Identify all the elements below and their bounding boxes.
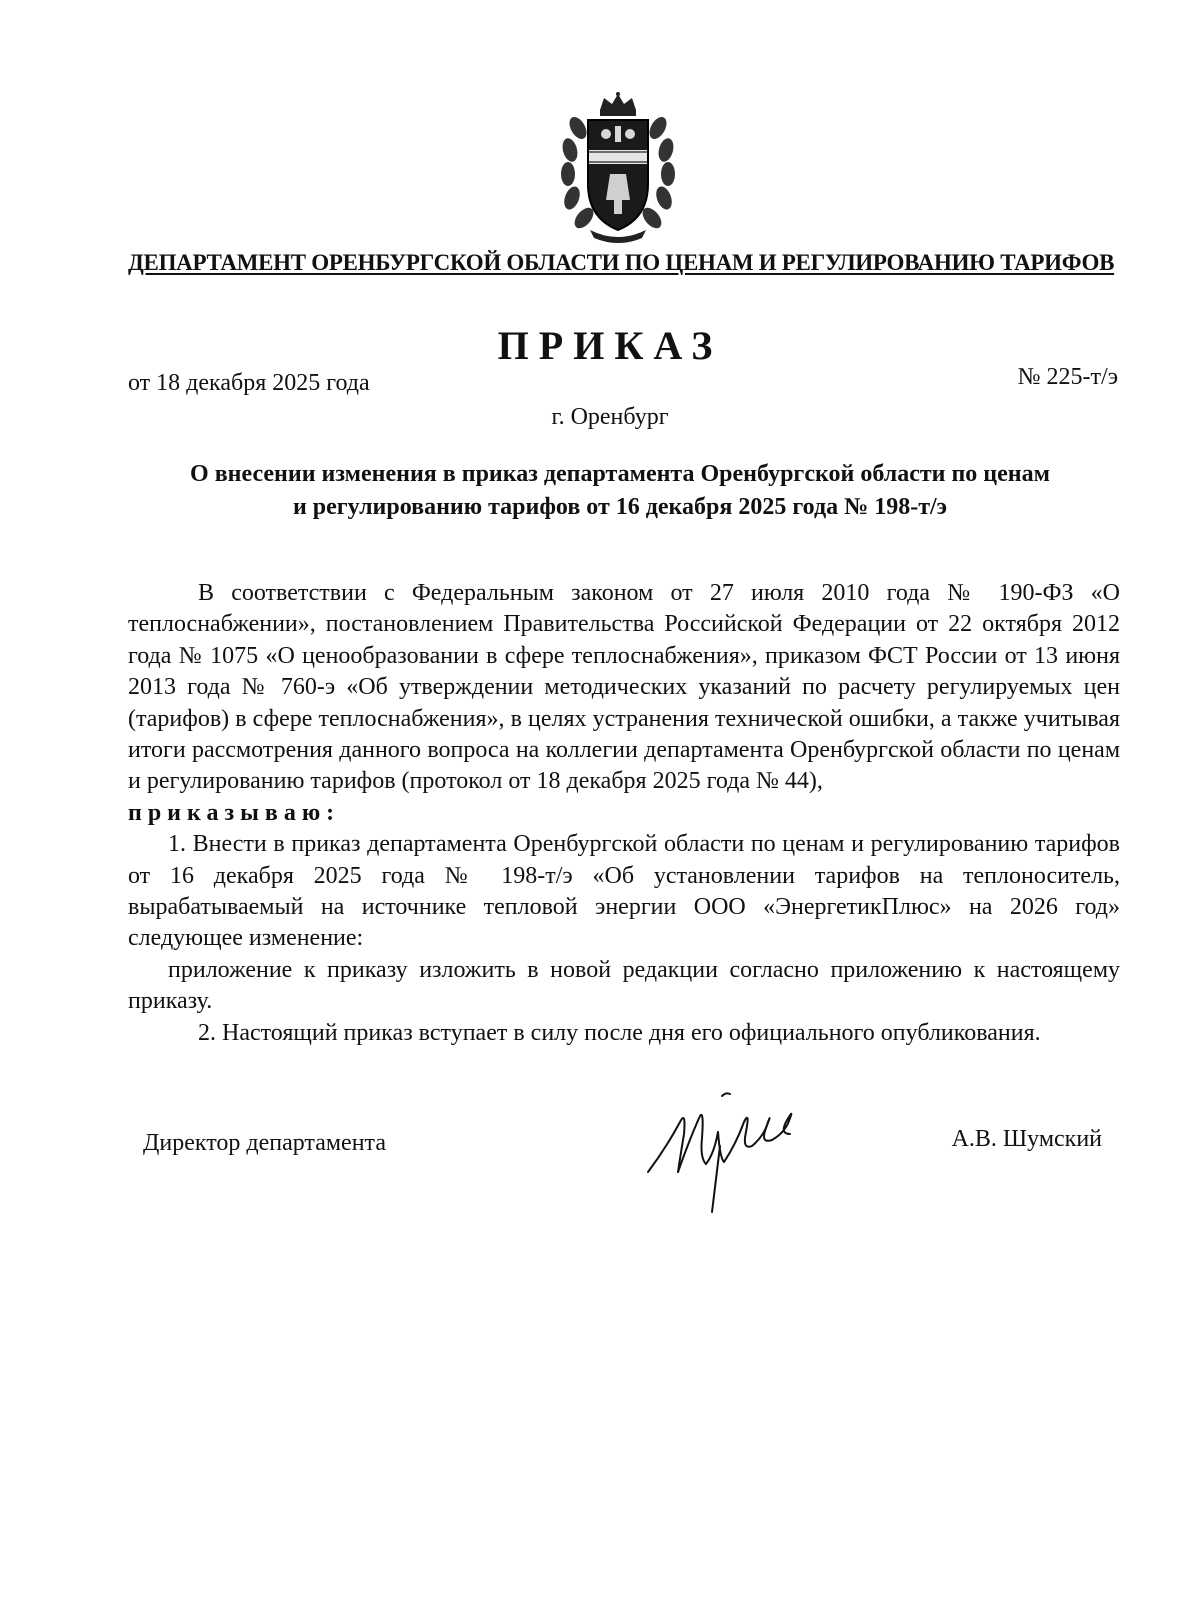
item-1-detail-paragraph: приложение к приказу изложить в новой редакции согласно приложению к настоящему приказу. <box>128 956 1120 1015</box>
director-title: Директор департамента <box>143 1130 386 1156</box>
order-city: г. Оренбург <box>551 404 669 430</box>
department-header: ДЕПАРТАМЕНТ ОРЕНБУРГСКОЙ ОБЛАСТИ ПО ЦЕНАМ И РЕГУЛИРОВАНИЮ ТАРИФОВ <box>128 250 1115 275</box>
order-body <box>128 578 1120 1049</box>
item-2-paragraph: 2. Настоящий приказ вступает в силу после дня его официального опубликования. <box>198 1019 1041 1046</box>
item-1-paragraph: 1. Внести в приказ департамента Оренбургской области по ценам и регулированию тарифов от 16 декабря 2025 года № 198-т/э «Об установлении тарифов на теплоноситель, вырабатываемый на источнике тепловой энергии ООО «ЭнергетикПлюс» на 2026 год» следующее изменение: <box>128 831 1120 952</box>
subject-line-2: и регулированию тарифов от 16 декабря 2025 года № 198-т/э <box>292 494 948 520</box>
coat-of-arms-emblem <box>556 92 680 244</box>
prikazyvayu-paragraph <box>128 798 1120 829</box>
preamble-paragraph <box>128 578 1120 798</box>
subject-line-1: О внесении изменения в приказ департамента Оренбургской области по ценам <box>190 461 1050 487</box>
order-title: ПРИКАЗ <box>497 323 723 368</box>
order-date: от 18 декабря 2025 года <box>128 370 370 396</box>
handwritten-signature <box>640 1088 830 1218</box>
signer-name: А.В. Шумский <box>951 1126 1102 1152</box>
prikazyvayu-word: приказываю: <box>128 799 341 826</box>
preamble-text: В соответствии с Федеральным законом от 27 июля 2010 года № 190-ФЗ «О теплоснабжении», постановлением Правительства Российской Федерации от 22 октября 2012 года № 1075 «О ценообразовании в сфере теплоснабжения», приказом ФСТ России от 13 июня 2013 года № 760-э «Об утверждении методических указаний по расчету регулируемых цен (тарифов) в сфере теплоснабжения», в целях устранения технической ошибки, а также учитывая итоги рассмотрения данного вопроса на коллегии департамента Оренбургской области по ценам и регулированию тарифов (протокол от 18 декабря 2025 года № 44), <box>128 580 1120 795</box>
order-subject <box>120 458 1120 524</box>
order-number: № 225-т/э <box>1017 364 1118 390</box>
